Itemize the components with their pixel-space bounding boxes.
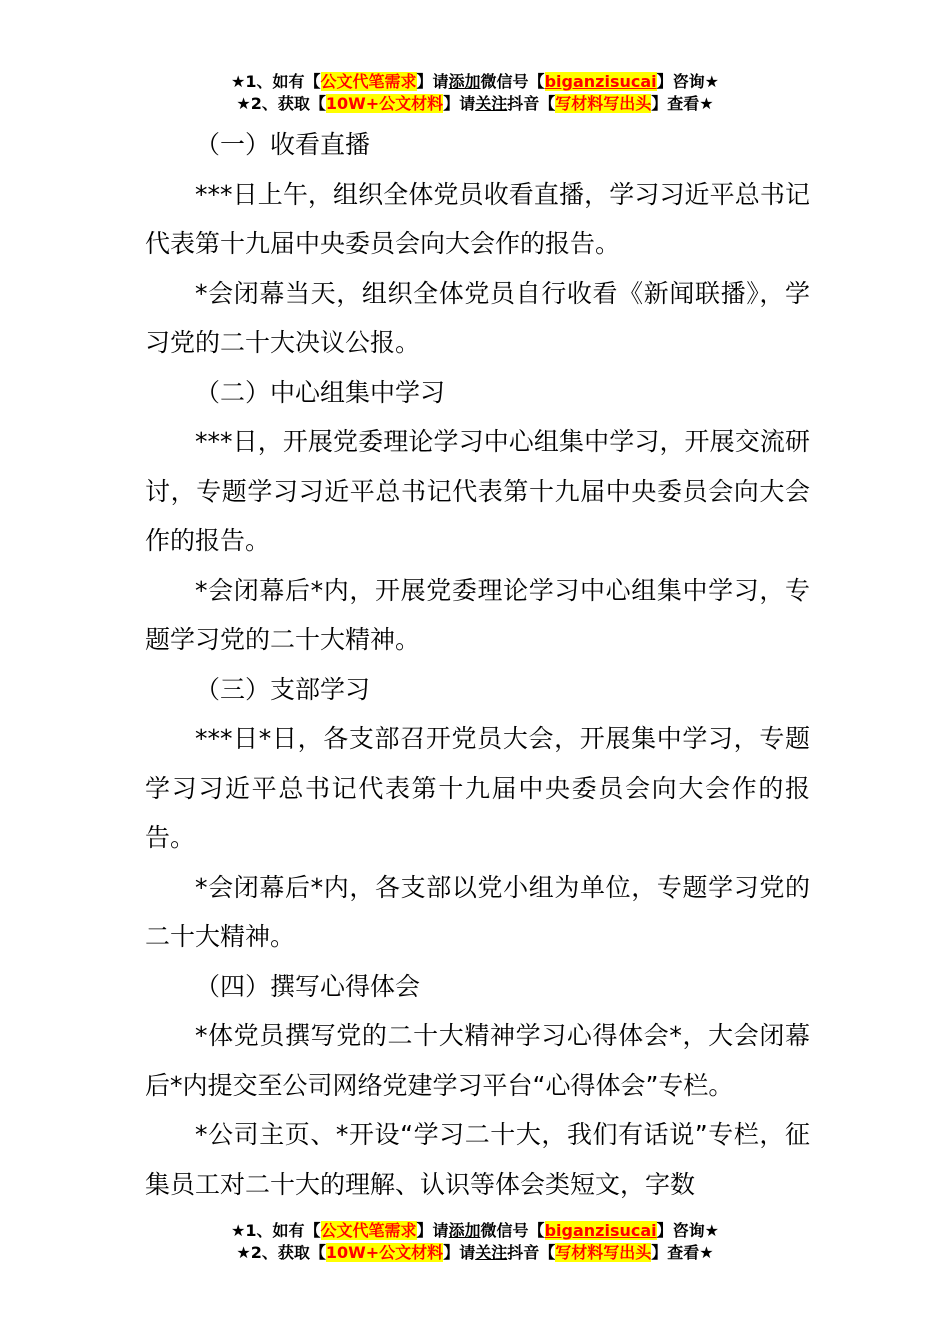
banner-line-2 <box>0 93 950 115</box>
banner-highlight: 10W+公文材料 <box>325 94 444 113</box>
section-heading: （三）支部学习 <box>195 674 371 704</box>
banner-text: 】请 <box>416 72 449 91</box>
banner-text: 】请 <box>443 1243 476 1262</box>
banner-text: 】咨询★ <box>656 1221 719 1240</box>
footer-banner <box>0 1220 950 1264</box>
banner-text: 抖音【 <box>507 94 556 113</box>
banner-text: 】查看★ <box>651 94 714 113</box>
body-paragraph: *会闭幕后*内，开展党委理论学习中心组集中学习，专题学习党的二十大精神。 <box>145 575 810 654</box>
banner-highlight: 公文代笔需求 <box>320 72 417 91</box>
banner-wechat-id: biganzisucai <box>544 72 657 91</box>
body-paragraph: ***日，开展党委理论学习中心组集中学习，开展交流研讨，专题学习习近平总书记代表第十九届中央委员会向大会作的报告。 <box>145 427 810 555</box>
body-paragraph: *公司主页、*开设“学习二十大，我们有话说”专栏，征集员工对二十大的理解、认识等体会类短文，字数 <box>145 1120 810 1199</box>
banner-highlight: 10W+公文材料 <box>325 1243 444 1262</box>
banner-text: ★2、获取【 <box>236 1243 326 1262</box>
section-heading: （二）中心组集中学习 <box>195 377 446 407</box>
banner-text: 微信号【 <box>480 1221 545 1240</box>
banner-text: 】咨询★ <box>656 72 719 91</box>
section-heading: （四）撰写心得体会 <box>195 971 421 1001</box>
banner-wechat-id: biganzisucai <box>544 1221 657 1240</box>
section-heading: （一）收看直播 <box>195 130 371 159</box>
banner-line-1 <box>0 71 950 93</box>
banner-underlined: 关注 <box>475 94 508 113</box>
banner-underlined: 添加 <box>448 1221 481 1240</box>
banner-text: 】请 <box>443 94 476 113</box>
banner-text: 】请 <box>416 1221 449 1240</box>
banner-text: 】查看★ <box>651 1243 714 1262</box>
body-paragraph: ***日上午，组织全体党员收看直播，学习习近平总书记代表第十九届中央委员会向大会作的报告。 <box>145 179 810 258</box>
banner-line-2 <box>0 1242 950 1264</box>
document-body <box>145 120 810 1209</box>
banner-text: ★1、如有【 <box>231 72 321 91</box>
body-paragraph: *会闭幕当天，组织全体党员自行收看《新闻联播》，学习党的二十大决议公报。 <box>145 278 810 357</box>
banner-highlight: 写材料写出头 <box>555 1243 652 1262</box>
body-paragraph: *会闭幕后*内，各支部以党小组为单位，专题学习党的二十大精神。 <box>145 872 810 951</box>
body-paragraph: *体党员撰写党的二十大精神学习心得体会*，大会闭幕后*内提交至公司网络党建学习平台“心得体会”专栏。 <box>145 1021 810 1100</box>
header-banner <box>0 71 950 115</box>
banner-text: 抖音【 <box>507 1243 556 1262</box>
banner-line-1 <box>0 1220 950 1242</box>
banner-highlight: 写材料写出头 <box>555 94 652 113</box>
banner-underlined: 关注 <box>475 1243 508 1262</box>
banner-text: 微信号【 <box>480 72 545 91</box>
banner-underlined: 添加 <box>448 72 481 91</box>
banner-text: ★1、如有【 <box>231 1221 321 1240</box>
banner-highlight: 公文代笔需求 <box>320 1221 417 1240</box>
banner-text: ★2、获取【 <box>236 94 326 113</box>
body-paragraph: ***日*日，各支部召开党员大会，开展集中学习，专题学习习近平总书记代表第十九届中央委员会向大会作的报告。 <box>145 724 810 852</box>
